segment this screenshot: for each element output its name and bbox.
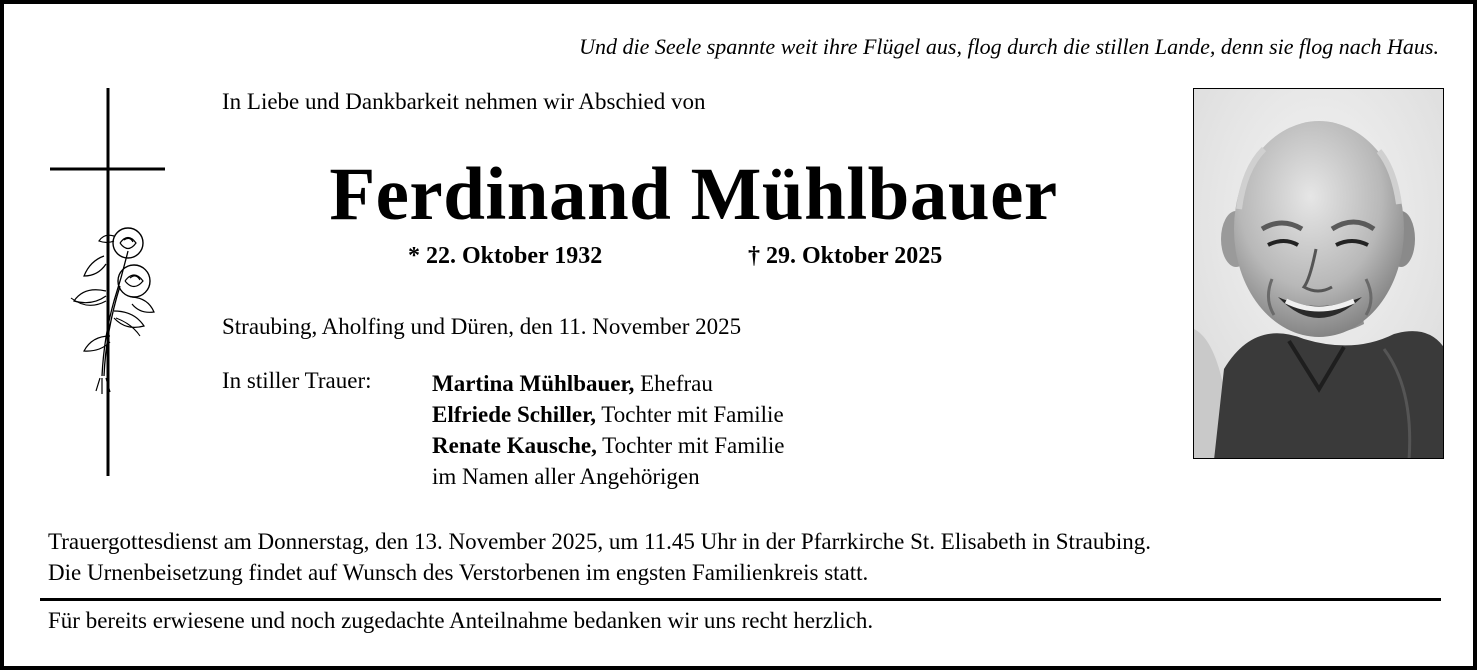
service-line: Trauergottesdienst am Donnerstag, den 13. November 2025, um 11.45 Uhr in der Pfarrkirche St. Elisabeth in Straubing. bbox=[48, 529, 1151, 554]
divider-line bbox=[40, 598, 1441, 601]
mourner-relation: Tochter mit Familie bbox=[596, 433, 785, 458]
birth-date: * 22. Oktober 1932 bbox=[408, 243, 603, 269]
portrait-photo bbox=[1193, 88, 1444, 459]
mourner-line bbox=[432, 399, 785, 430]
epigraph-quote: Und die Seele spannte weit ihre Flügel aus, flog durch die stillen Lande, denn sie flog nach Haus. bbox=[579, 34, 1439, 59]
mourner-relation: Ehefrau bbox=[634, 371, 713, 396]
mourners-label: In stiller Trauer: bbox=[222, 368, 372, 393]
mourner-name: Elfriede Schiller, bbox=[432, 402, 596, 427]
mourner-name: Martina Mühlbauer, bbox=[432, 371, 635, 396]
mourner-line bbox=[432, 430, 785, 461]
intro-text: In Liebe und Dankbarkeit nehmen wir Abschied von bbox=[222, 89, 706, 114]
cross-with-roses-icon bbox=[44, 86, 169, 481]
service-line: Die Urnenbeisetzung findet auf Wunsch des Verstorbenen im engsten Familienkreis statt. bbox=[48, 560, 869, 585]
mourner-name: Renate Kausche, bbox=[432, 433, 597, 458]
mourners-footer: im Namen aller Angehörigen bbox=[432, 464, 700, 489]
mourner-relation: Tochter mit Familie bbox=[595, 402, 784, 427]
service-announcement bbox=[48, 526, 1151, 588]
deceased-name: Ferdinand Mühlbauer bbox=[329, 153, 1058, 236]
thanks-text: Für bereits erwiesene und noch zugedachte Anteilnahme bedanken wir uns recht herzlich. bbox=[48, 608, 874, 633]
mourners-list bbox=[432, 368, 785, 492]
mourner-line bbox=[432, 368, 785, 399]
death-date: † 29. Oktober 2025 bbox=[748, 243, 943, 269]
place-date: Straubing, Aholfing und Düren, den 11. November 2025 bbox=[222, 314, 742, 339]
